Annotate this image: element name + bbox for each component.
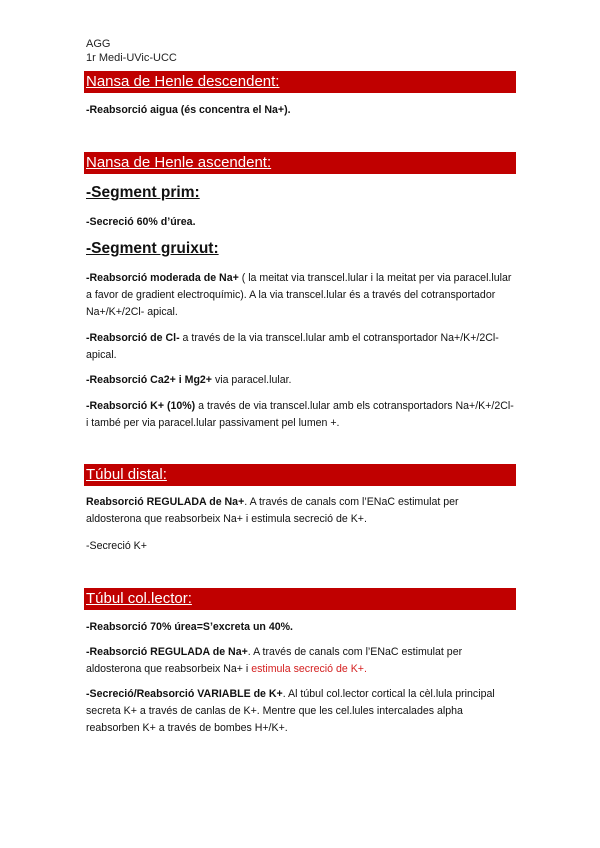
gruixut-paragraph-k: [86, 398, 516, 432]
collector-na-highlight: estimula secreció de K+.: [251, 663, 367, 675]
section-title-collector: Túbul col.lector:: [84, 588, 516, 610]
gruixut-na-bold: -Reabsorció moderada de Na+: [86, 272, 239, 284]
collector-k-bold: -Secreció/Reabsorció VARIABLE de K+: [86, 688, 283, 700]
collector-na-text: . A través de canals com l’ENaC estimulat per aldosterona que reabsorbeix Na+ i: [86, 646, 463, 675]
gruixut-cl-bold: -Reabsorció de Cl-: [86, 332, 180, 344]
page-header: [86, 37, 177, 65]
gruixut-k-text: a través de via transcel.lular amb els cotransportadors Na+/K+/2Cl- i també per via paracel.lular passivament pel lumen +.: [86, 400, 514, 429]
gruixut-paragraph-cl: [86, 330, 516, 364]
section-title-distal: Túbul distal:: [84, 464, 516, 486]
distal-na-bold: Reabsorció REGULADA de Na+: [86, 496, 245, 508]
collector-paragraph-na: [86, 644, 516, 678]
distal-paragraph-na: [86, 494, 516, 528]
descendent-text: -Reabsorció aigua (és concentra el Na+).: [86, 104, 291, 116]
distal-paragraph-k: -Secreció K+: [86, 540, 147, 552]
collector-k-text: . Al túbul col.lector cortical la cèl.lula principal secreta K+ a través de canlas de K+. Mentre que les cel.lules intercalades alpha reabsorben K+ a través de bombes H+/K+.: [86, 688, 495, 734]
gruixut-na-text: ( la meitat via transcel.lular i la meitat per via paracel.lular a favor de gradient electroquímic). A la via transcel.lular és a través del cotransportador Na+/K+/2Cl- apical.: [86, 272, 512, 318]
gruixut-paragraph-na: [86, 270, 516, 321]
collector-paragraph-k: [86, 686, 516, 737]
author-initials: AGG: [86, 38, 111, 50]
section-title-ascendent: Nansa de Henle ascendent:: [84, 152, 516, 174]
collector-na-bold: -Reabsorció REGULADA de Na+: [86, 646, 248, 658]
subheading-segment-gruixut: -Segment gruixut:: [86, 240, 219, 257]
prim-text: -Secreció 60% d’úrea.: [86, 216, 196, 228]
collector-paragraph-urea: -Reabsorció 70% úrea=S’excreta un 40%.: [86, 621, 293, 633]
gruixut-ca-mg-bold: -Reabsorció Ca2+ i Mg2+: [86, 374, 212, 386]
gruixut-ca-mg-text: via paracel.lular.: [212, 374, 292, 386]
subheading-segment-prim: -Segment prim:: [86, 184, 200, 201]
gruixut-paragraph-ca-mg: [86, 372, 516, 389]
course-label: 1r Medi-UVic-UCC: [86, 52, 177, 64]
gruixut-cl-text: a través de la via transcel.lular amb el cotransportador Na+/K+/2Cl- apical.: [86, 332, 499, 361]
gruixut-k-bold: -Reabsorció K+ (10%): [86, 400, 196, 412]
section-title-descendent: Nansa de Henle descendent:: [84, 71, 516, 93]
distal-na-text: . A través de canals com l’ENaC estimulat per aldosterona que reabsorbeix Na+ i estimula secreció de K+.: [86, 496, 459, 525]
